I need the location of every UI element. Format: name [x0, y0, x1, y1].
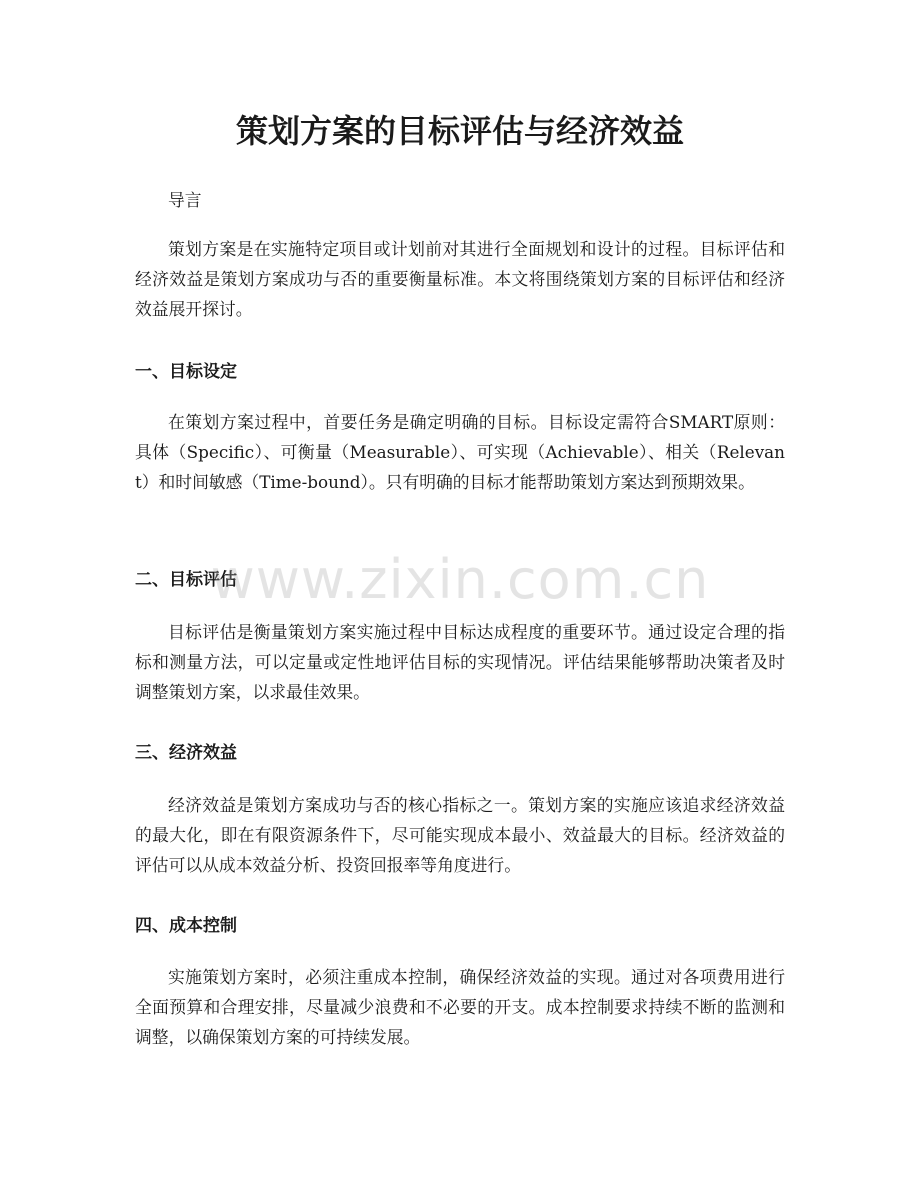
document-title: 策划方案的目标评估与经济效益: [235, 112, 684, 150]
section-heading-goal-evaluation: 二、目标评估: [135, 570, 237, 590]
section-paragraph-economic-benefit: 经济效益是策划方案成功与否的核心指标之一。策划方案的实施应该追求经济效益的最大化，即在有限资源条件下，尽可能实现成本最小、效益最大的目标。经济效益的评估可以从成本效益分析、投资回报率等角度进行。: [135, 795, 785, 875]
watermark-text: www.zixin.com.cn: [210, 548, 710, 611]
section-paragraph-cost-control: 实施策划方案时，必须注重成本控制，确保经济效益的实现。通过对各项费用进行全面预算和合理安排，尽量减少浪费和不必要的开支。成本控制要求持续不断的监测和调整，以确保策划方案的可持续发展。: [135, 967, 785, 1047]
section-heading-goal-setting: 一、目标设定: [135, 362, 237, 382]
section-heading-economic-benefit: 三、经济效益: [135, 743, 237, 763]
intro-paragraph: 策划方案是在实施特定项目或计划前对其进行全面规划和设计的过程。目标评估和经济效益是策划方案成功与否的重要衡量标准。本文将围绕策划方案的目标评估和经济效益展开探讨。: [135, 239, 785, 319]
section-paragraph-goal-evaluation: 目标评估是衡量策划方案实施过程中目标达成程度的重要环节。通过设定合理的指标和测量方法，可以定量或定性地评估目标的实现情况。评估结果能够帮助决策者及时调整策划方案，以求最佳效果。: [135, 622, 785, 702]
section-heading-cost-control: 四、成本控制: [135, 916, 237, 936]
section-paragraph-goal-setting: 在策划方案过程中，首要任务是确定明确的目标。目标设定需符合SMART原则：具体（Specific）、可衡量（Measurable）、可实现（Achievable）、相关（Relevant）和时间敏感（Time-bound）。只有明确的目标才能帮助策划方案达到预期效果。: [135, 412, 785, 492]
intro-label: 导言: [168, 190, 202, 210]
